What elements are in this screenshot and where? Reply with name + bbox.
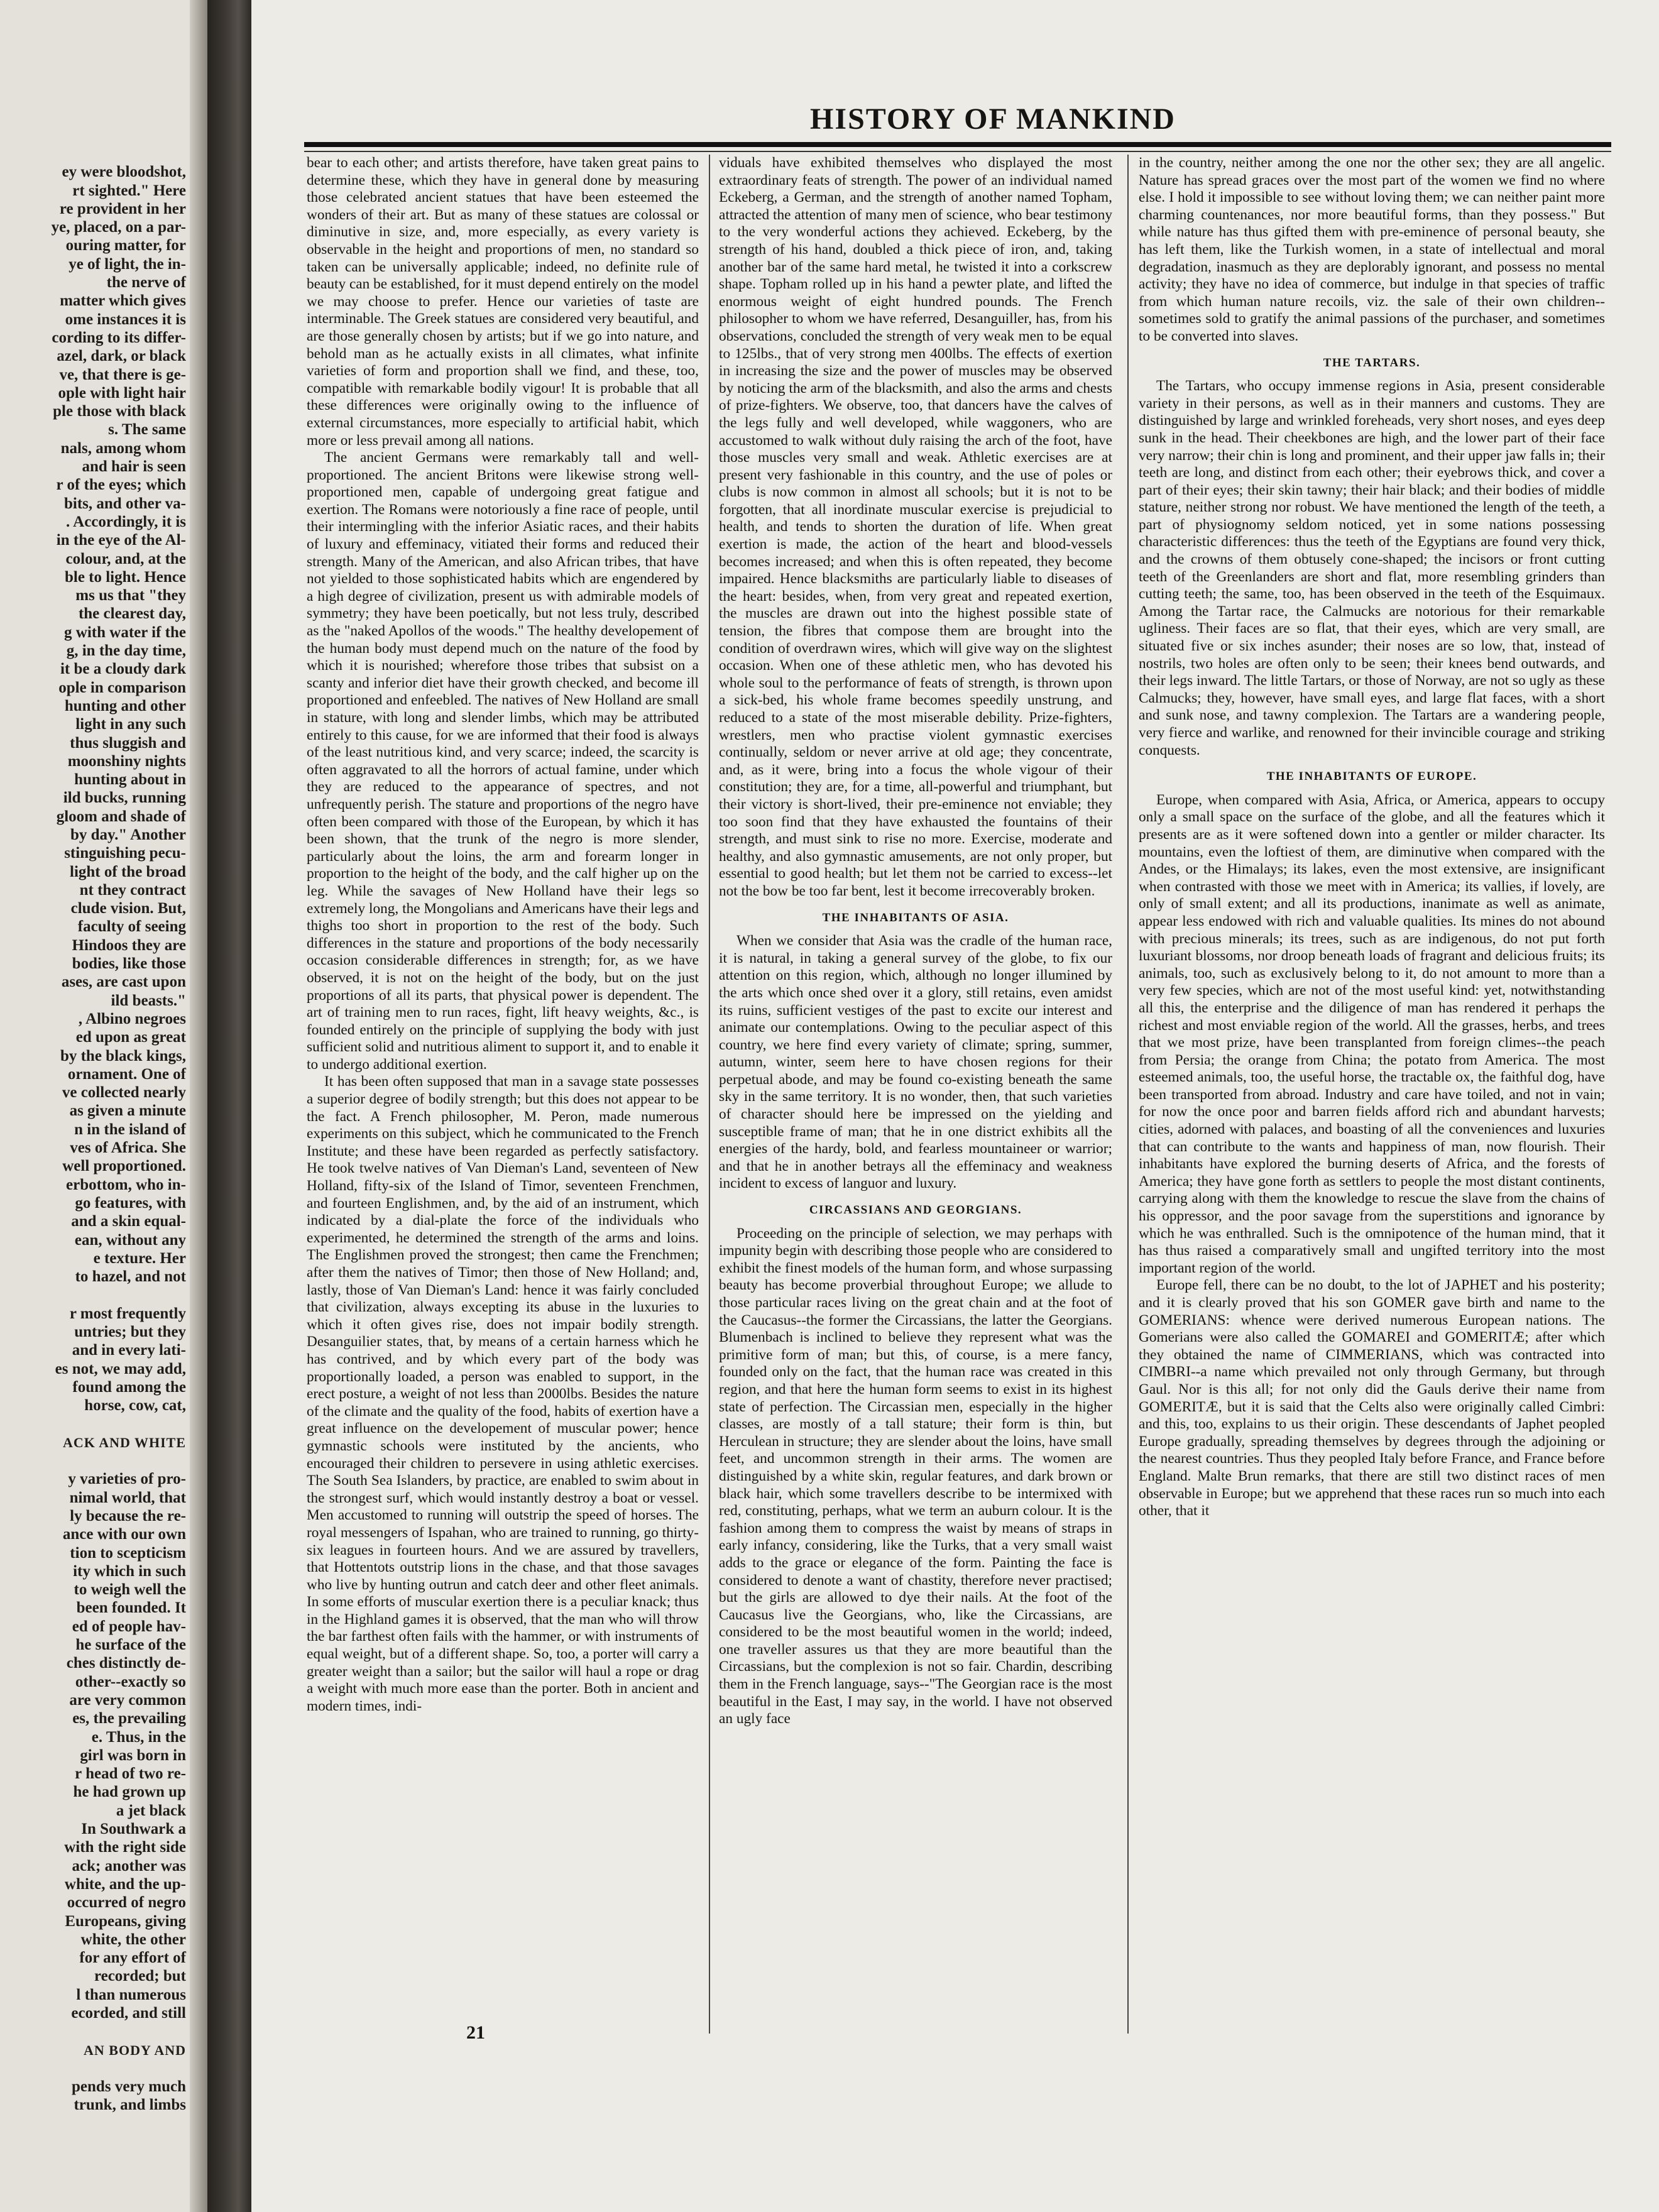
facing-page-lines-top: ey were bloodshot, rt sighted." Here re provident in her ye, placed, on a par- ouring matter, for ye of light, the in- the nerve of matter which gives ome instances it is cording to its differ- azel, dark, or black ve, that there is ge- ople with light hair ple those with black s. The same nals, among whom and hair is seen r of the eyes; which bits, and other va- . Accordingly, it is in the eye of the Al- colour, and, at the ble to light. Hence ms us that "they the clearest day, g with water if the g, in the day time, it be a cloudy dark ople in comparison hunting and other light in any such thus sluggish and moonshiny nights hunting about in ild bucks, running gloom and shade of by day." Another stinguishing pecu- light of the broad nt they contract clude vision. But, faculty of seeing Hindoos they are bodies, like those ases, are cast upon ild beasts." , Albino negroes ed upon as great by the black kings, ornament. One of ve collected nearly as given a minute n in the island of ves of Africa. She well proportioned. erbottom, who in- go features, with and a skin equal- ean, without any e texture. Her to hazel, and not [51, 163, 186, 1286]
section-heading: THE TARTARS. [1323, 356, 1421, 370]
facing-page-lines-end: pends very much trunk, and limbs [72, 2078, 186, 2114]
paragraph: The Tartars, who occupy immense regions in Asia, present considerable variety in their persons, as well as in their manners and customs. They are distinguished by large and wrinkled foreheads, very short noses, and eyes deep sunk in the head. Their cheekbones are high, and the lower part of their face very narrow; their chin is long and prominent, and their upper jaw falls in; their teeth are long, and distinct from each other; their eyebrows thick, and cover a part of their eyes; their skin tawny; their hair black; and their bodies of middle stature, neither strong nor robust. We have mentioned the length of the teeth, a part of physiognomy seldom noticed, yet in some nations possessing characteristic differences: thus the teeth of the Egyptians are found very thick, and the crowns of them obtusely cone-shaped; the incisors or front cutting teeth of the Greenlanders are short and flat, more resembling grinders than cutting teeth; the same, too, has been observed in the teeth of the Esquimaux. Among the Tartar race, the Calmucks are notorious for their remarkable ugliness. Their faces are so flat, that their eyes, which are very small, are situated five or six inches asunder; their noses are so low, that, instead of nostrils, two holes are often only to be seen; their knees bend outwards, and their legs inward. The little Tartars, or those of Norway, are not so ugly as these Calmucks; they, however, have small eyes, and large flat faces, with a short and sunk nose, and tawny complexion. The Tartars are a wandering people, very fierce and warlike, and renowned for their invincible courage and striking conquests. [1139, 378, 1605, 758]
page-number: 21 [466, 2022, 485, 2043]
column-3 [1139, 155, 1605, 2040]
paragraph: The ancient Germans were remarkably tall and well-proportioned. The ancient Britons were likewise strong well-proportioned men, capable of undergoing great fatigue and exertion. The Romans were notoriously a fine race of people, until their intermingling with the inferior Asiatic races, and their habits of luxury and effeminacy, vitiated their forms and reduced their strength. Many of the American, and also African tribes, that have not yielded to those sophisticated habits which are engendered by a high degree of civilization, present us with admirable models of symmetry; they have been poetically, but not less truly, described as the "naked Apollos of the woods." The healthy developement of the human body must depend much on the nature of the food by which it is nourished; wherefore those tribes that subsist on a scanty and inferior diet have their growth checked, and become ill proportioned and enfeebled. The natives of New Holland are small in stature, with long and slender limbs, which may be attributed entirely to this cause, for we are informed that their food is always of the least nutritious kind, and very scarce; indeed, the scarcity is often aggravated to all the horrors of actual famine, under which they are reduced to the appearance of spectres, and not unfrequently perish. The stature and proportions of the negro have often been compared with those of the European, by which it has been shown, that the trunk of the negro is more slender, particularly about the loins, the arm and forearm longer in proportion to the height of the body, and the calf higher up on the leg. While the savages of New Holland have their legs so extremely long, the Mongolians and Americans have their legs and thighs too short in proportion to the rest of the body. Such differences in the stature and proportions of the body necessarily occasion considerable differences in strength; for, as we have observed, it is not on the height of the body, but on the just proportions of all its parts, that physical power is dependent. The art of training men to run races, fight, lift heavy weights, &c., is founded entirely on the principle of supplying the body with just sufficient solid and nutritious aliment to support it, and to enable it to undergo additional exertion. [307, 449, 699, 1073]
header-rule-thin [304, 151, 1611, 152]
header-rule [304, 142, 1611, 147]
paragraph: bear to each other; and artists therefore, have taken great pains to determine these, which they have in general done by measuring those celebrated ancient statues that have been esteemed the wonders of their art. But as many of these statues are colossal or diminutive in size, and, more especially, as every variety is observable in the height and proportions of men, no standard so taken can be universally applicable; indeed, no definite rule of beauty can be established, for it must depend entirely on the model we may choose to prefer. Hence our varieties of taste are interminable. The Greek statues are considered very beautiful, and are those generally chosen by artists; but if we go into nature, and behold man as he actually exists in all climates, what infinite varieties of form and proportion shall we find, and these, too, compatible with remarkable bodily vigour! It is probable that all these differences were originally owing to the influence of external circumstances, more especially to artificial habit, which more or less prevail among all nations. [307, 155, 699, 449]
facing-page-heading: ACK AND WHITE [63, 1434, 186, 1450]
paragraph: Europe fell, there can be no doubt, to the lot of JAPHET and his posterity; and it is clearly proved that his son GOMER gave birth and name to the GOMERIANS: whence were derived numerous European nations. The Gomerians were also called the GOMAREI and GOMERITÆ; after which they obtained the name of CIMMERIANS, which was contracted into CIMBRI--a name which prevailed not only through Germany, but through Gaul. Nor is this all; for not only did the Gauls derive their name from GOMERITÆ, but it is said that the Celts also were originally called Cimbri: and this, too, explains to us their origin. These descendants of Japhet peopled Europe gradually, spreading themselves by degrees through the adjoining or the nearest countries. Thus they peopled Italy before France, and France before England. Malte Brun remarks, that there are still two distinct races of men observable in Europe; but we apprehend that these races run so much into each other, that it [1139, 1277, 1605, 1519]
section-heading: CIRCASSIANS AND GEORGIANS. [809, 1203, 1022, 1217]
running-header: HISTORY OF MANKIND [810, 102, 1176, 136]
facing-page-text [0, 145, 186, 2133]
column-2 [719, 155, 1112, 2040]
facing-page-heading-2: AN BODY AND [84, 2042, 186, 2058]
facing-page-fragment [0, 0, 207, 2212]
facing-page-lines-bottom: y varieties of pro- nimal world, that ly because the re- ance with our own tion to scepticism ity which in such to weigh well the been founded. It ed of people hav- he surface of the ches distinctly de- other--exactly so are very common es, the prevailing e. Thus, in the girl was born in r head of two re- he had grown up a jet black In Southwark a with the right side ack; another was white, and the up- occurred of negro Europeans, giving white, the other for any effort of recorded; but l than numerous ecorded, and still [62, 1470, 186, 2022]
column-rule [1127, 155, 1129, 2034]
paragraph: When we consider that Asia was the cradle of the human race, it is natural, in taking a general survey of the globe, to fix our attention on this region, which, although no longer illumined by the arts which once shed over it a glory, still retains, even amidst its ruins, sufficient vestiges of the past to excite our interest and animate our contemplations. Owing to the peculiar aspect of this country, we here find every variety of climate; spring, summer, autumn, winter, seem here to have chosen regions for their perpetual abode, and may be found co-existing beneath the same sky in the same territory. It is no wonder, then, that such varieties of character should here be impressed on the yielding and susceptible frame of man; that he in one district exhibits all the energies of the hardy, bold, and fearless mountaineer or warrior; and that he in another betrays all the effeminacy and weakness incident to excess of languor and luxury. [719, 933, 1112, 1192]
paragraph: in the country, neither among the one nor the other sex; they are all angelic. Nature has spread graces over the most part of the women we find no where else. I hold it impossible to see without loving them; we can neither paint more charming countenances, nor more beautiful forms, than they possess." But while nature has thus gifted them with pre-eminence of personal beauty, she has left them, like the Turkish women, in a state of intellectual and moral degradation, inasmuch as they are deplorably ignorant, and possess no mental activity; they have no idea of commerce, but indulge in that species of traffic from which human nature recoils, viz. the sale of their own children--sometimes sold to gratify the animal passions of the purchaser, and sometimes to be converted into slaves. [1139, 155, 1605, 344]
column-rule [709, 155, 710, 2034]
facing-page-lines-middle: r most frequently untries; but they and in every lati- es not, we may add, found among the horse, cow, cat, [55, 1305, 186, 1415]
book-spine [207, 0, 251, 2212]
page-gutter-shadow [190, 0, 207, 2212]
paragraph: viduals have exhibited themselves who displayed the most extraordinary feats of strength. The power of an individual named Eckeberg, a German, and the strength of another named Topham, attracted the attention of many men of science, who bear testimony to the very wonderful actions they achieved. Eckeberg, by the strength of his hand, doubled a thick piece of iron, and, taking another bar of the same hard metal, he twisted it into a corkscrew shape. Topham rolled up in his hand a pewter plate, and lifted the enormous weight of eight hundred pounds. The French philosopher to whom we have referred, Desanguiller, has, from his observations, concluded the strength of very weak men to be equal to 125lbs., that of very strong men 400lbs. The effects of exertion in increasing the size and the power of muscles may be observed by noticing the arm of the blacksmith, and also the arms and chests of prize-fighters. We observe, too, that dancers have the calves of the legs fully and well developed, while waggoners, who are accustomed to walk without duly raising the arch of the foot, have those muscles very small and weak. Athletic exercises are at present very fashionable in this country, and the use of poles or clubs is now common in almost all schools; but it is not to be forgotten, that all inordinate muscular exercise is prejudicial to health, and tends to shorten the duration of life. When great exertion is made, the action of the heart and blood-vessels becomes increased; and when this is often repeated, they become impaired. Hence blacksmiths are particularly liable to diseases of the heart: besides, when, from very great and repeated exertion, the muscles are drawn out into the highest possible state of tension, the fibres that compose them are brought into the condition of overdrawn wires, which will give way on the slightest occasion. When one of these athletic men, who has devoted his whole soul to the performance of feats of strength, is thrown upon a sick-bed, his whole frame becomes speedily unstrung, and reduced to a state of the most miserable debility. Prize-fighters, wrestlers, men who practise violent gymnastic exercises continually, seldom or never arrive at old age; they concentrate, and, as it were, bring into a focus the whole vigour of their constitution; they are, for a time, all-powerful and triumphant, but their victory is short-lived, their pre-eminence not enviable; they too soon find that they have exhausted the fountains of their strength, and must sink to rise no more. Exercise, moderate and healthy, and also gymnastic amusements, are not only proper, but essential to good health; but let them not be carried to excess--let not the bow be too far bent, lest it become irrecoverably broken. [719, 155, 1112, 899]
paragraph: Europe, when compared with Asia, Africa, or America, appears to occupy only a small space on the surface of the globe, and all the features which it presents are as it were softened down into a gentler or milder character. Its mountains, even the loftiest of them, are diminutive when compared with the Andes, or the Himalays; its lakes, even the most extensive, are insignificant when contrasted with those we meet with in America; its vallies, if lovely, are only of small extent; and all its productions, inanimate as well as animate, appear less endowed with rich and valuable qualities. Its mines do not abound with precious minerals; its trees, such as are indigenous, do not put forth luxuriant blossoms, nor droop beneath loads of fragrant and delicious fruits; its animals, too, such as exclusively belong to it, do not amount to more than a very few species, which are not of the most useful kind: yet, notwithstanding all this, the enterprise and the diligence of man has rendered it perhaps the richest and most enviable region of the world. All the grasses, herbs, and trees that we most prize, have been transplanted from foreign climes--the peach from Persia; the orange from China; the potato from America. The most esteemed animals, too, the useful horse, the tractable ox, the faithful dog, have been transported from abroad. Industry and care have toiled, and not in vain; for now the once poor and barren fields afford rich and abundant harvests; cities, adorned with palaces, and boasting of all the conveniences and luxuries that can contribute to the wants and happiness of man, now flourish. Their inhabitants have explored the burning deserts of Africa, and the forests of America; they have gone forth as settlers to people the most distant continents, carrying along with them the knowledge to rescue the slave from the chains of his oppressor, and the poor savage from the superstitions and ignorance by which he was enthralled. Such is the omnipotence of the human mind, that it has thus raised a comparatively small and ungifted territory into the most important region of the world. [1139, 791, 1605, 1276]
book-page [251, 0, 1659, 2212]
paragraph: Proceeding on the principle of selection, we may perhaps with impunity begin with describing those people who are considered to exhibit the finest models of the human form, and whose surpassing beauty has become proverbial throughout Europe; we allude to those particular races living on the great chain and at the foot of the Caucasus--the former the Circassians, the latter the Georgians. Blumenbach is inclined to believe they represent what was the primitive form of man; but this, of course, is a mere fancy, founded only on the fact, that the human race was created in this region, and that here the human form seems to exist in its highest state of perfection. The Circassian men, especially in the higher classes, are mostly of a tall stature; their form is thin, but Herculean in structure; they are slender about the loins, have small feet, and uncommon strength in their arms. The women are distinguished by a white skin, regular features, and dark brown or black hair, which some travellers describe to be intermixed with red, constituting, perhaps, what we term an auburn colour. It is the fashion among them to compress the waist by means of straps in early infancy, considering, like the Turks, that a very small waist adds to the grace or elegance of the form. Painting the face is considered to denote a want of chastity, therefore never practised; but the girls are allowed to dye their nails. At the foot of the Caucasus live the Georgians, who, like the Circassians, are considered to be the most beautiful women in the world; indeed, one traveller assures us that they are more beautiful than the Circassians, but the complexion is not so fair. Chardin, describing them in the French language, says--"The Georgian race is the most beautiful in the East, I may say, in the world. I have not observed an ugly face [719, 1225, 1112, 1727]
section-heading: THE INHABITANTS OF EUROPE. [1266, 770, 1477, 784]
column-1 [307, 155, 699, 2040]
section-heading: THE INHABITANTS OF ASIA. [822, 911, 1009, 924]
paragraph: It has been often supposed that man in a savage state possesses a superior degree of bodily strength; but this does not appear to be the fact. A French philosopher, M. Peron, made numerous experiments on this subject, which he communicated to the French Institute; and these have been regarded as perfectly satisfactory. He took twelve natives of Van Dieman's Land, seventeen of New Holland, fifty-six of the Island of Timor, seventeen Frenchmen, and fourteen Englishmen, and, by the aid of an instrument, which indicated by a dial-plate the force of the individuals who experimented, he determined the strength of the arms and loins. The Englishmen proved the strongest; then came the Frenchmen; after them the natives of Timor; then those of New Holland; and, lastly, those of Van Dieman's Land: hence it was fairly concluded that civilization, always excepting its abuse in the luxuries to which it often gives rise, does not impair bodily strength. Desanguilier states, that, by means of a certain harness which he has contrived, and by which every part of the body was proportionally loaded, a person was enabled to support, in the erect posture, a weight of not less than 2000lbs. Besides the nature of the climate and the quality of the food, habits of exertion have a great influence on the developement of muscular power; hence gymnastic schools were instituted by the ancients, who encouraged their children to persevere in using athletic exercises. The South Sea Islanders, by practice, are enabled to swim about in the strongest surf, which would instantly destroy a boat or vessel. Men accustomed to running will outstrip the speed of horses. The royal messengers of Ispahan, who are trained to running, go thirty-six leagues in fourteen hours. And we are assured by travellers, that Hottentots outstrip lions in the chase, and that those savages who live by hunting outrun and catch deer and other fleet animals. In some efforts of muscular exertion there is a peculiar knack; thus in the Highland games it is observed, that the man who will throw the bar farthest often fails with the hammer, or with instruments of equal weight, but of a different shape. So, too, a porter will carry a greater weight than a sailor; but the sailor will haul a rope or drag a weight with much more ease than the porter. Both in ancient and modern times, indi- [307, 1073, 699, 1714]
